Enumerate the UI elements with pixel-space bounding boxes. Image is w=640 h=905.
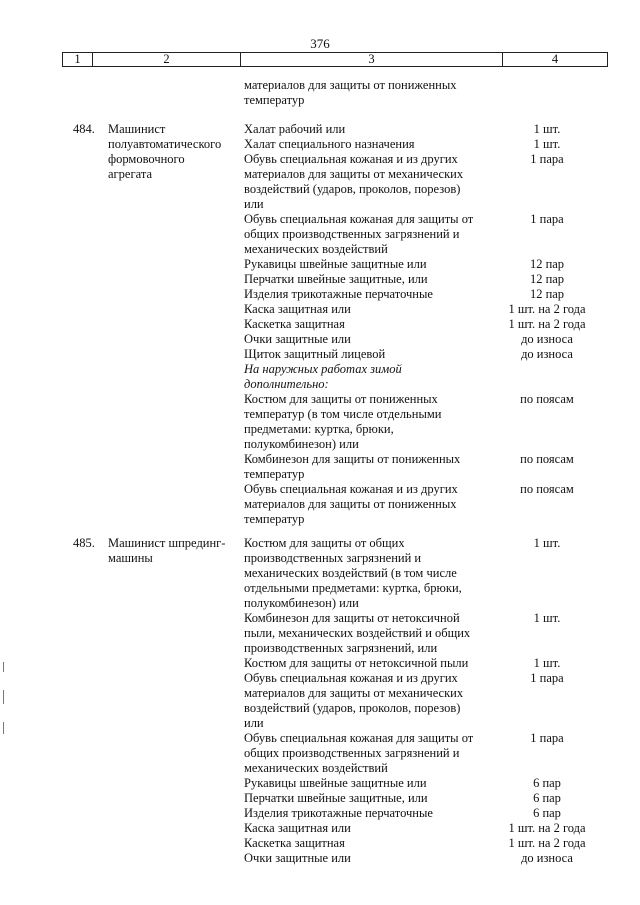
issue-norm: по поясам	[520, 452, 574, 466]
equipment-name: Рукавицы швейные защитные или	[244, 776, 427, 790]
issue-norm: 1 шт. на 2 года	[508, 302, 586, 316]
equipment-row	[244, 836, 624, 851]
equipment-name: Каска защитная или	[244, 302, 351, 316]
issue-norm: 1 шт.	[533, 122, 561, 136]
issue-norm: 1 шт. на 2 года	[508, 317, 586, 331]
equipment-row	[244, 152, 624, 212]
equipment-name: Обувь специальная кожаная и из других материалов для защиты от механических воздействий (ударов, проколов, порезов) или	[244, 152, 464, 211]
equipment-name: Обувь специальная кожаная для защиты от общих производственных загрязнений и механических воздействий	[244, 731, 474, 775]
item-description: материалов для защиты от пониженных температур	[244, 78, 457, 107]
equipment-name: Очки защитные или	[244, 332, 351, 346]
equipment-name: Обувь специальная кожаная и из других материалов для защиты от пониженных температур	[244, 482, 458, 526]
continuation-row	[244, 78, 624, 108]
equipment-name: Перчатки швейные защитные, или	[244, 791, 428, 805]
issue-norm: 1 пара	[530, 671, 564, 685]
equipment-row	[244, 452, 624, 482]
issue-norm: 12 пар	[529, 257, 565, 271]
entry-number: 484.	[73, 122, 95, 136]
equipment-name: Щиток защитный лицевой	[244, 347, 386, 361]
binding-mark	[3, 690, 4, 704]
binding-mark	[3, 722, 4, 734]
equipment-name: Каскетка защитная	[244, 317, 345, 331]
issue-norm: по поясам	[520, 482, 574, 496]
issue-norm: 1 шт.	[533, 656, 561, 670]
issue-norm: 6 пар	[533, 776, 561, 790]
column-header-4: 4	[503, 53, 608, 67]
equipment-row	[244, 332, 624, 347]
issue-norm: 1 шт.	[533, 536, 561, 550]
issue-norm: 1 шт. на 2 года	[508, 836, 586, 850]
equipment-row	[244, 731, 624, 776]
column-header-1: 1	[63, 53, 93, 67]
issue-norm: 1 шт.	[533, 611, 561, 625]
equipment-name: Перчатки швейные защитные, или	[244, 272, 428, 286]
issue-norm: 1 пара	[530, 212, 564, 226]
equipment-name: Комбинезон для защиты от нетоксичной пыли, механических воздействий и общих производственных загрязнений, или	[244, 611, 471, 655]
issue-norm: по поясам	[520, 392, 574, 406]
page-number: 376	[310, 36, 330, 51]
equipment-name: Костюм для защиты от общих производственных загрязнений и механических воздействий (в том числе отдельными предметами: куртка, брюки, полукомбинезон) или	[244, 536, 462, 610]
entry-rows	[244, 122, 624, 527]
section-note	[244, 362, 624, 392]
column-header-2: 2	[93, 53, 241, 67]
equipment-name: Комбинезон для защиты от пониженных температур	[244, 452, 461, 481]
issue-norm: 1 шт.	[533, 137, 561, 151]
equipment-name: Халат рабочий или	[244, 122, 346, 136]
issue-norm: до износа	[521, 347, 573, 361]
issue-norm: 6 пар	[533, 806, 561, 820]
equipment-row	[244, 671, 624, 731]
equipment-row	[244, 272, 624, 287]
entry-rows	[244, 536, 624, 866]
issue-norm: 1 шт. на 2 года	[508, 821, 586, 835]
column-header-row	[62, 52, 608, 67]
issue-norm: 1 пара	[530, 152, 564, 166]
equipment-row	[244, 482, 624, 527]
issue-norm: до износа	[521, 851, 573, 865]
issue-norm: 1 пара	[530, 731, 564, 745]
equipment-row	[244, 776, 624, 791]
equipment-name: На наружных работах зимой дополнительно:	[244, 362, 402, 391]
equipment-row	[244, 287, 624, 302]
issue-norm: 6 пар	[533, 791, 561, 805]
equipment-row	[244, 536, 624, 611]
entry-profession: Машинист шпрединг- машины	[108, 536, 226, 565]
equipment-row	[244, 806, 624, 821]
equipment-row	[244, 137, 624, 152]
equipment-row	[244, 791, 624, 806]
equipment-row	[244, 611, 624, 656]
issue-norm: 12 пар	[529, 287, 565, 301]
equipment-row	[244, 851, 624, 866]
equipment-name: Каска защитная или	[244, 821, 351, 835]
equipment-row	[244, 317, 624, 332]
equipment-name: Костюм для защиты от пониженных температур (в том числе отдельными предметами: куртка, брюки, полукомбинезон) или	[244, 392, 442, 451]
equipment-row	[244, 347, 624, 362]
equipment-name: Обувь специальная кожаная и из других материалов для защиты от механических воздействий (ударов, проколов, порезов) или	[244, 671, 464, 730]
equipment-row	[244, 257, 624, 272]
equipment-row	[244, 122, 624, 137]
equipment-name: Каскетка защитная	[244, 836, 345, 850]
equipment-row	[244, 302, 624, 317]
issue-norm: 12 пар	[529, 272, 565, 286]
entry-number: 485.	[73, 536, 95, 550]
equipment-row	[244, 212, 624, 257]
equipment-name: Очки защитные или	[244, 851, 351, 865]
equipment-name: Костюм для защиты от нетоксичной пыли	[244, 656, 469, 670]
equipment-row	[244, 392, 624, 452]
equipment-name: Обувь специальная кожаная для защиты от общих производственных загрязнений и механических воздействий	[244, 212, 474, 256]
equipment-row	[244, 656, 624, 671]
issue-norm: до износа	[521, 332, 573, 346]
equipment-name: Изделия трикотажные перчаточные	[244, 806, 433, 820]
column-header-3: 3	[241, 53, 503, 67]
equipment-name: Изделия трикотажные перчаточные	[244, 287, 433, 301]
binding-mark	[3, 662, 4, 672]
entry-profession: Машинист полуавтоматического формовочного агрегата	[108, 122, 222, 181]
equipment-name: Рукавицы швейные защитные или	[244, 257, 427, 271]
equipment-row	[244, 821, 624, 836]
equipment-name: Халат специального назначения	[244, 137, 415, 151]
